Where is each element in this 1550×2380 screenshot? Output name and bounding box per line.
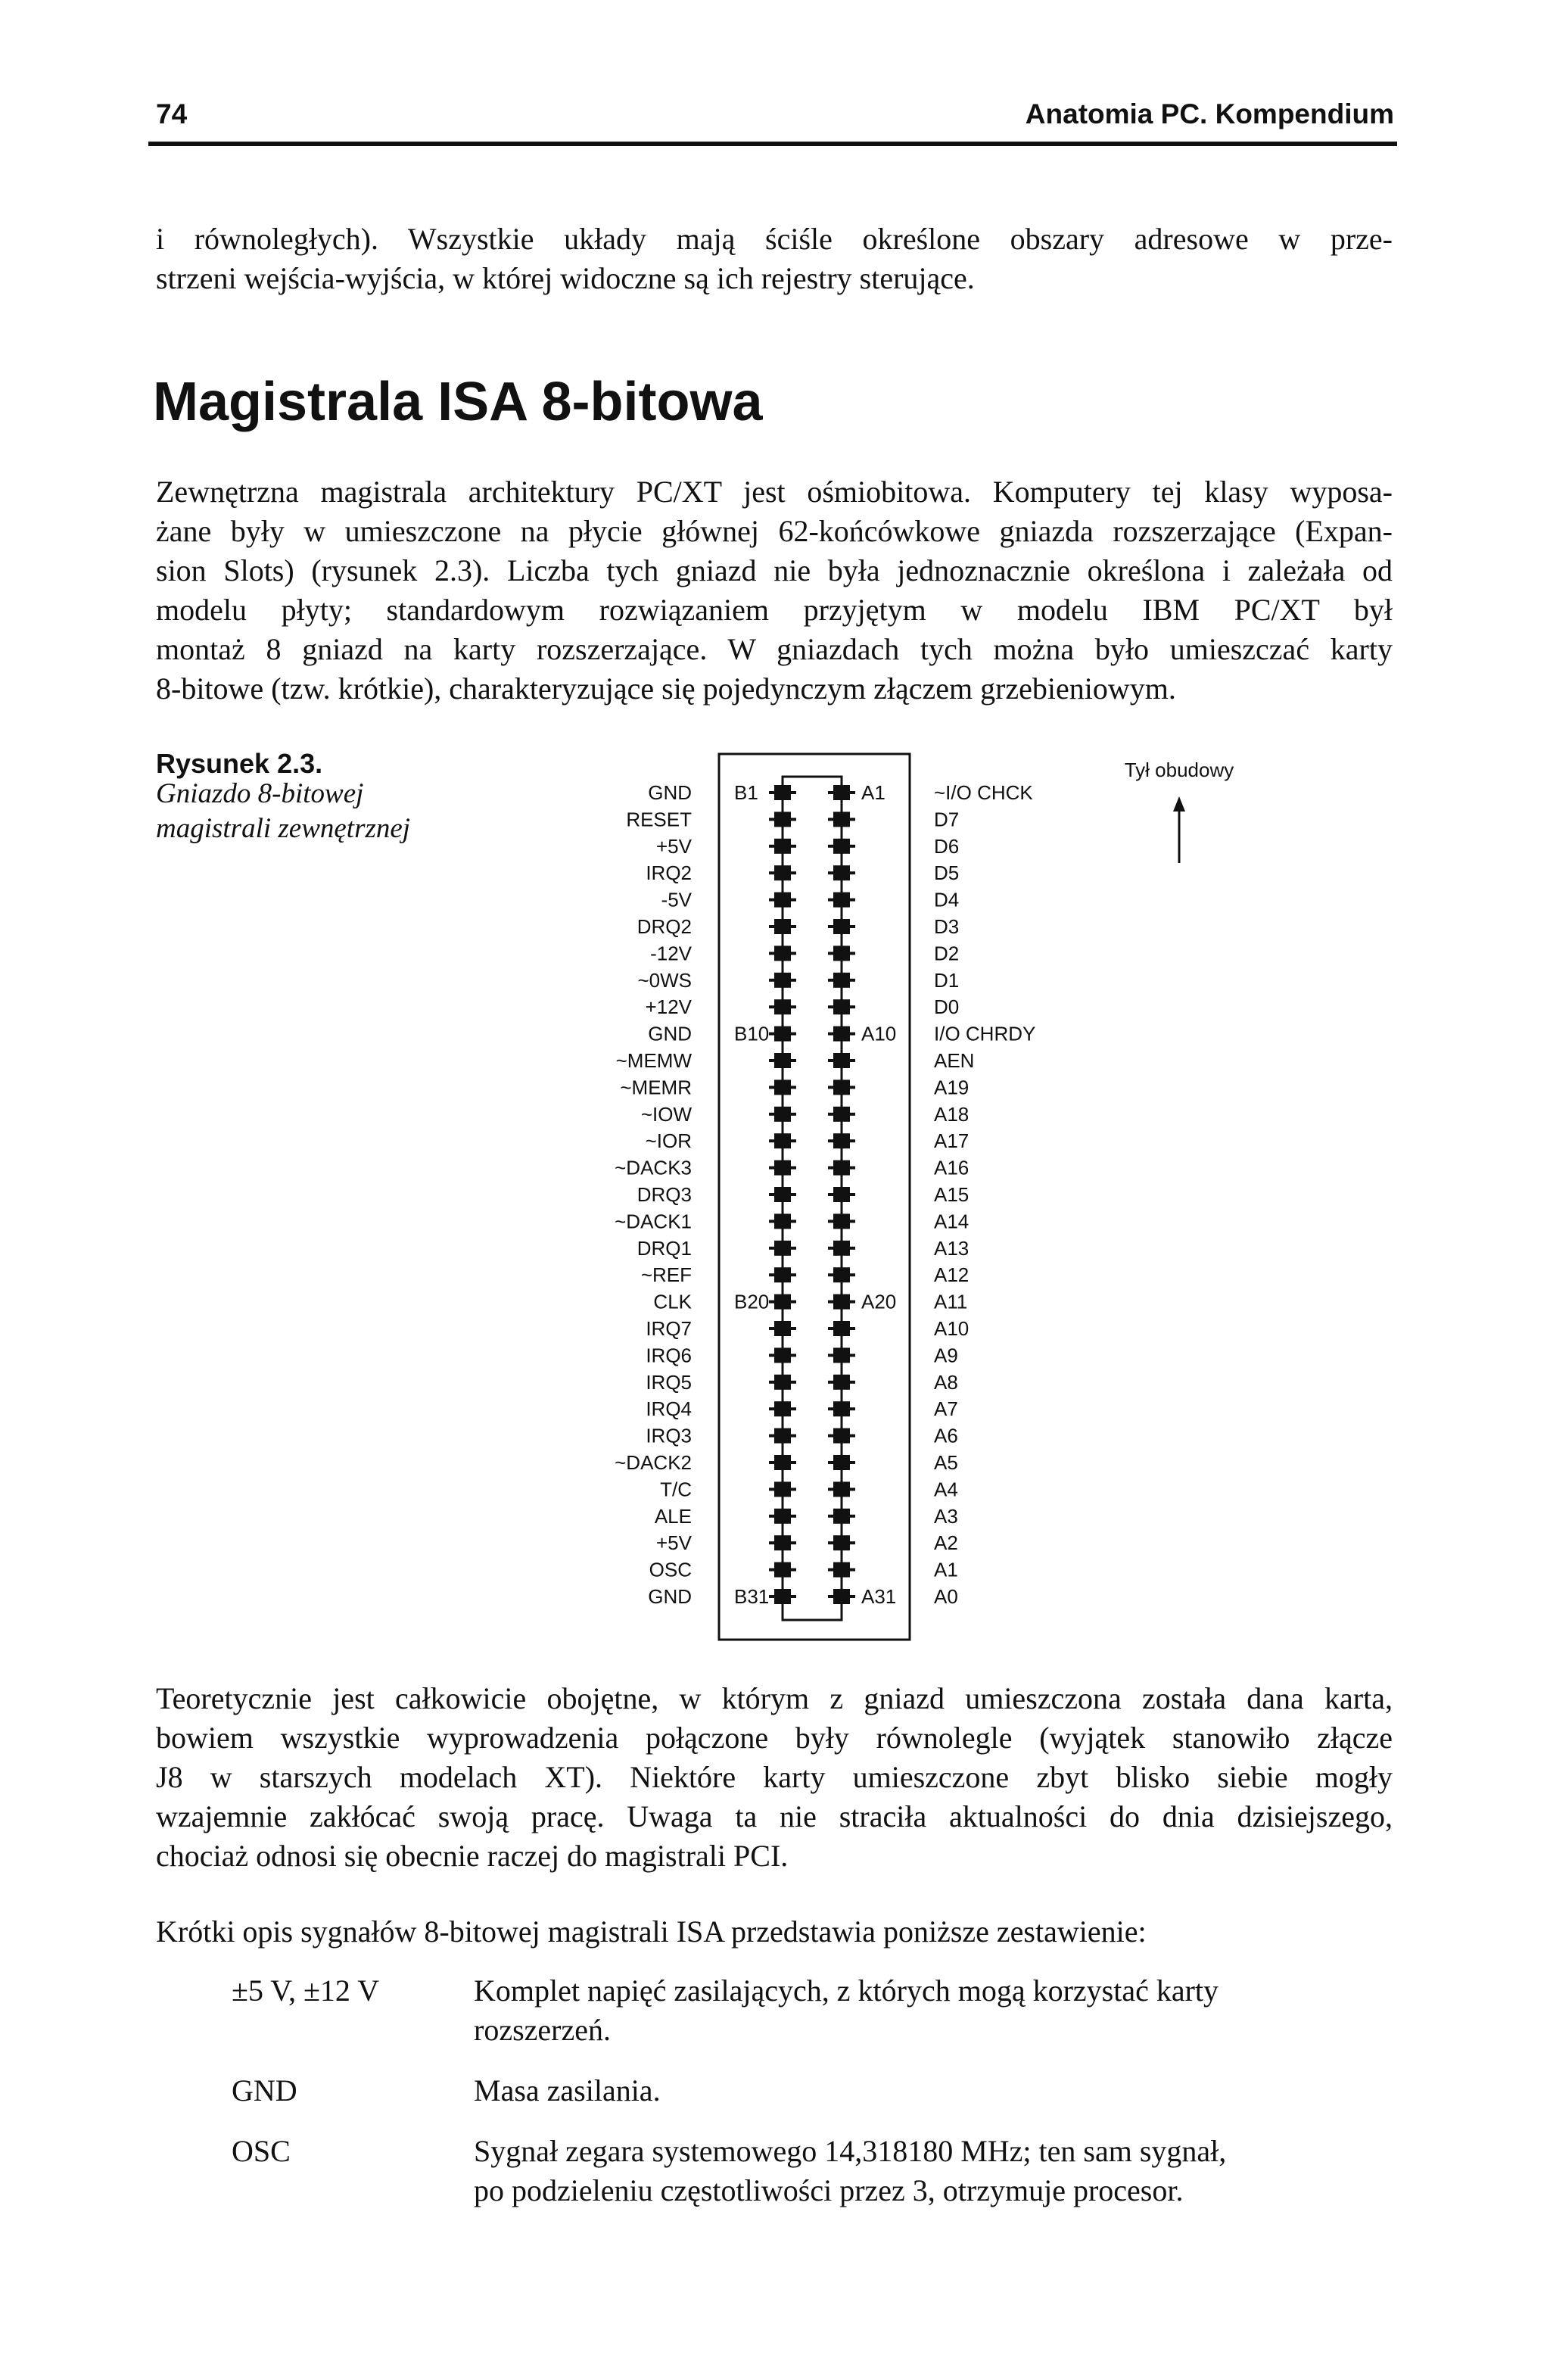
running-title: Anatomia PC. Kompendium bbox=[1025, 98, 1394, 129]
pin-b23 bbox=[769, 1375, 796, 1390]
left-signal-label: DRQ2 bbox=[636, 915, 692, 938]
pin-b7 bbox=[769, 945, 796, 961]
left-signal-label: ~MEMW bbox=[615, 1049, 692, 1072]
right-signal-label: A16 bbox=[934, 1156, 970, 1179]
left-signal-label: -5V bbox=[661, 888, 692, 911]
left-signal-label: ~0WS bbox=[637, 968, 692, 992]
pin-b25 bbox=[769, 1428, 796, 1444]
pin-b24 bbox=[769, 1401, 796, 1416]
page-number: 74 bbox=[156, 98, 188, 129]
pin-b8 bbox=[769, 973, 796, 988]
pin-a9 bbox=[828, 999, 855, 1014]
theory-line: bowiem wszystkie wyprowadzenia połączone były równolegle (wyjątek stanowiło złącze bbox=[156, 1721, 1393, 1755]
isa-line: Zewnętrzna magistrala architektury PC/XT jest ośmiobitowa. Komputery tej klasy wyposa- bbox=[156, 475, 1393, 509]
theory-line: wzajemnie zakłócać swoją pracę. Uwaga ta nie straciła aktualności do dnia dzisiejszego, bbox=[156, 1799, 1393, 1833]
theory-line: Teoretycznie jest całkowicie obojętne, w którym z gniazd umieszczona została dana karta, bbox=[156, 1681, 1393, 1715]
definition-term: OSC bbox=[232, 2134, 291, 2168]
pin-a10 bbox=[828, 1026, 855, 1042]
b-pin-number-label: B10 bbox=[734, 1022, 770, 1045]
section-heading: Magistrala ISA 8-bitowa bbox=[153, 372, 763, 432]
pin-b31 bbox=[769, 1589, 796, 1604]
definition-line: po podzieleniu częstotliwości przez 3, otrzymuje procesor. bbox=[474, 2173, 1184, 2207]
slot-inner-frame bbox=[783, 777, 842, 1620]
pin-a26 bbox=[828, 1455, 855, 1470]
left-signal-label: T/C bbox=[660, 1478, 692, 1501]
short-description-line: Krótki opis sygnałów 8-bitowej magistrali ISA przedstawia poniższe zestawienie: bbox=[156, 1914, 1147, 1949]
rear-label: Tył obudowy bbox=[1124, 759, 1234, 781]
pin-a12 bbox=[828, 1079, 855, 1095]
pin-a19 bbox=[828, 1267, 855, 1282]
left-signal-label: ~IOW bbox=[640, 1102, 692, 1126]
rear-arrow-head-icon bbox=[1173, 796, 1185, 812]
left-signal-label: IRQ3 bbox=[646, 1424, 692, 1447]
left-signal-label: ~DACK1 bbox=[615, 1210, 692, 1233]
right-signal-label: A6 bbox=[934, 1424, 958, 1447]
pin-a4 bbox=[828, 865, 855, 880]
pin-b30 bbox=[769, 1562, 796, 1578]
right-signal-label: A13 bbox=[934, 1236, 970, 1260]
pin-b20 bbox=[769, 1294, 796, 1310]
pin-b13 bbox=[769, 1107, 796, 1122]
short-description-intro bbox=[156, 1912, 1393, 1952]
pin-a16 bbox=[828, 1187, 855, 1202]
left-signal-label: +12V bbox=[645, 995, 692, 1019]
pin-b21 bbox=[769, 1321, 796, 1336]
right-signal-label: AEN bbox=[934, 1049, 975, 1072]
right-signal-label: A10 bbox=[934, 1317, 970, 1340]
right-signal-label: D1 bbox=[934, 968, 960, 992]
left-signal-label: ~MEMR bbox=[620, 1076, 692, 1099]
pin-b2 bbox=[769, 812, 796, 827]
right-signal-label: A0 bbox=[934, 1585, 958, 1608]
definition-description bbox=[474, 1971, 1393, 2050]
pin-b27 bbox=[769, 1481, 796, 1497]
left-signal-label: +5V bbox=[656, 834, 692, 858]
definition-term: GND bbox=[232, 2073, 297, 2107]
a-pin-number-label: A20 bbox=[861, 1290, 897, 1313]
right-signal-label: A1 bbox=[934, 1558, 958, 1581]
pin-a31 bbox=[828, 1589, 855, 1604]
pin-b1 bbox=[769, 785, 796, 800]
right-signal-label: A2 bbox=[934, 1531, 958, 1555]
left-signal-label: DRQ3 bbox=[636, 1183, 692, 1206]
right-signal-label: D2 bbox=[934, 942, 960, 965]
right-signal-label: A5 bbox=[934, 1451, 958, 1474]
pin-a15 bbox=[828, 1160, 855, 1176]
pin-b22 bbox=[769, 1347, 796, 1363]
left-signal-label: IRQ2 bbox=[646, 861, 692, 885]
right-signal-label: D0 bbox=[934, 995, 960, 1019]
a-pin-number-label: A31 bbox=[861, 1585, 897, 1608]
pin-a29 bbox=[828, 1535, 855, 1550]
right-signal-label: ~I/O CHCK bbox=[934, 781, 1033, 804]
pin-b15 bbox=[769, 1160, 796, 1176]
pin-b19 bbox=[769, 1267, 796, 1282]
pin-a21 bbox=[828, 1321, 855, 1336]
left-signal-label: CLK bbox=[653, 1290, 692, 1313]
pin-b11 bbox=[769, 1053, 796, 1068]
right-signal-label: A7 bbox=[934, 1397, 958, 1421]
left-signal-label: ~DACK2 bbox=[615, 1451, 692, 1474]
pin-a1 bbox=[828, 785, 855, 800]
pin-b12 bbox=[769, 1079, 796, 1095]
intro-line: i równoległych). Wszystkie układy mają ściśle określone obszary adresowe w prze- bbox=[156, 222, 1393, 256]
pin-a30 bbox=[828, 1562, 855, 1578]
right-signal-label: A11 bbox=[934, 1290, 968, 1313]
pin-b14 bbox=[769, 1133, 796, 1148]
b-pin-number-label: B31 bbox=[734, 1585, 770, 1608]
theory-paragraph bbox=[156, 1679, 1393, 1876]
b-pin-number-label: B20 bbox=[734, 1290, 770, 1313]
isa-line: montaż 8 gniazd na karty rozszerzające. W gniazdach tych można było umieszczać karty bbox=[156, 632, 1393, 666]
pin-a28 bbox=[828, 1509, 855, 1524]
pin-a24 bbox=[828, 1401, 855, 1416]
a-pin-number-label: A10 bbox=[861, 1022, 897, 1045]
pin-a6 bbox=[828, 919, 855, 934]
pin-a3 bbox=[828, 839, 855, 854]
pin-a27 bbox=[828, 1481, 855, 1497]
pin-b16 bbox=[769, 1187, 796, 1202]
left-signal-label: IRQ5 bbox=[646, 1370, 692, 1394]
right-signal-label: A19 bbox=[934, 1076, 970, 1099]
right-signal-label: A9 bbox=[934, 1344, 958, 1367]
pin-b29 bbox=[769, 1535, 796, 1550]
a-pin-number-label: A1 bbox=[861, 781, 885, 804]
pin-a7 bbox=[828, 945, 855, 961]
pin-a2 bbox=[828, 812, 855, 827]
pin-a25 bbox=[828, 1428, 855, 1444]
pin-a11 bbox=[828, 1053, 855, 1068]
left-signal-label: DRQ1 bbox=[636, 1236, 692, 1260]
isa-line: sion Slots) (rysunek 2.3). Liczba tych gniazd nie była jednoznacznie określona i zależała od bbox=[156, 553, 1393, 587]
pin-a17 bbox=[828, 1213, 855, 1229]
pin-a13 bbox=[828, 1107, 855, 1122]
left-signal-label: ~DACK3 bbox=[615, 1156, 692, 1179]
right-signal-label: A14 bbox=[934, 1210, 970, 1233]
left-signal-label: GND bbox=[648, 1022, 692, 1045]
right-signal-label: A18 bbox=[934, 1102, 970, 1126]
definition-line: Komplet napięć zasilających, z których mogą korzystać karty bbox=[474, 1973, 1219, 2008]
pin-a22 bbox=[828, 1347, 855, 1363]
right-signal-label: A4 bbox=[934, 1478, 958, 1501]
intro-line: strzeni wejścia-wyjścia, w której widoczne są ich rejestry sterujące. bbox=[156, 261, 975, 295]
left-signal-label: -12V bbox=[650, 942, 692, 965]
right-signal-label: D4 bbox=[934, 888, 960, 911]
right-signal-label: A15 bbox=[934, 1183, 970, 1206]
figure-caption-line: magistrali zewnętrznej bbox=[156, 813, 411, 844]
pin-b17 bbox=[769, 1213, 796, 1229]
right-signal-label: A3 bbox=[934, 1504, 958, 1528]
right-signal-label: D6 bbox=[934, 834, 960, 858]
left-signal-label: GND bbox=[648, 781, 692, 804]
definition-description bbox=[474, 2132, 1393, 2210]
figure-caption-line: Gniazdo 8-bitowej bbox=[156, 778, 364, 809]
right-signal-label: A17 bbox=[934, 1129, 970, 1153]
theory-line: J8 w starszych modelach XT). Niektóre karty umieszczone zbyt blisko siebie mogły bbox=[156, 1760, 1393, 1794]
pin-a8 bbox=[828, 973, 855, 988]
isa-line: 8-bitowe (tzw. krótkie), charakteryzujące się pojedynczym złączem grzebieniowym. bbox=[156, 671, 1176, 706]
theory-line: chociaż odnosi się obecnie raczej do magistrali PCI. bbox=[156, 1839, 789, 1873]
definition-term: ±5 V, ±12 V bbox=[232, 1973, 380, 2008]
right-signal-label: D3 bbox=[934, 915, 960, 938]
right-signal-label: I/O CHRDY bbox=[934, 1022, 1036, 1045]
left-signal-label: GND bbox=[648, 1585, 692, 1608]
left-signal-label: ALE bbox=[654, 1504, 692, 1528]
left-signal-label: IRQ4 bbox=[646, 1397, 692, 1421]
left-signal-label: ~REF bbox=[640, 1263, 692, 1287]
pin-a23 bbox=[828, 1375, 855, 1390]
pin-a14 bbox=[828, 1133, 855, 1148]
pin-a18 bbox=[828, 1241, 855, 1256]
left-signal-label: RESET bbox=[626, 808, 692, 831]
pin-b28 bbox=[769, 1509, 796, 1524]
right-signal-label: D5 bbox=[934, 861, 960, 885]
left-signal-label: OSC bbox=[649, 1558, 692, 1581]
b-pin-number-label: B1 bbox=[734, 781, 758, 804]
slot-outer-frame bbox=[719, 754, 910, 1640]
right-signal-label: A8 bbox=[934, 1370, 958, 1394]
definition-description bbox=[474, 2071, 1393, 2111]
pin-b4 bbox=[769, 865, 796, 880]
definition-line: rozszerzeń. bbox=[474, 2013, 611, 2047]
left-signal-label: IRQ6 bbox=[646, 1344, 692, 1367]
isa-line: żane były w umieszczone na płycie głównej 62-końcówkowe gniazda rozszerzające (Expan- bbox=[156, 514, 1393, 548]
figure-label: Rysunek 2.3. bbox=[156, 748, 323, 779]
pin-b26 bbox=[769, 1455, 796, 1470]
isa-line: modelu płyty; standardowym rozwiązaniem przyjętym w modelu IBM PC/XT był bbox=[156, 593, 1393, 627]
pin-b6 bbox=[769, 919, 796, 934]
pin-b10 bbox=[769, 1026, 796, 1042]
right-signal-label: D7 bbox=[934, 808, 960, 831]
pin-b18 bbox=[769, 1241, 796, 1256]
pin-a5 bbox=[828, 892, 855, 908]
pin-b3 bbox=[769, 839, 796, 854]
definition-line: Sygnał zegara systemowego 14,318180 MHz; ten sam sygnał, bbox=[474, 2134, 1227, 2168]
definition-line: Masa zasilania. bbox=[474, 2073, 661, 2107]
right-signal-label: A12 bbox=[934, 1263, 970, 1287]
pin-a20 bbox=[828, 1294, 855, 1310]
left-signal-label: ~IOR bbox=[645, 1129, 692, 1153]
left-signal-label: IRQ7 bbox=[646, 1317, 692, 1340]
left-signal-label: +5V bbox=[656, 1531, 692, 1555]
pin-b5 bbox=[769, 892, 796, 908]
signal-label-group bbox=[615, 781, 1035, 1608]
pin-b9 bbox=[769, 999, 796, 1014]
